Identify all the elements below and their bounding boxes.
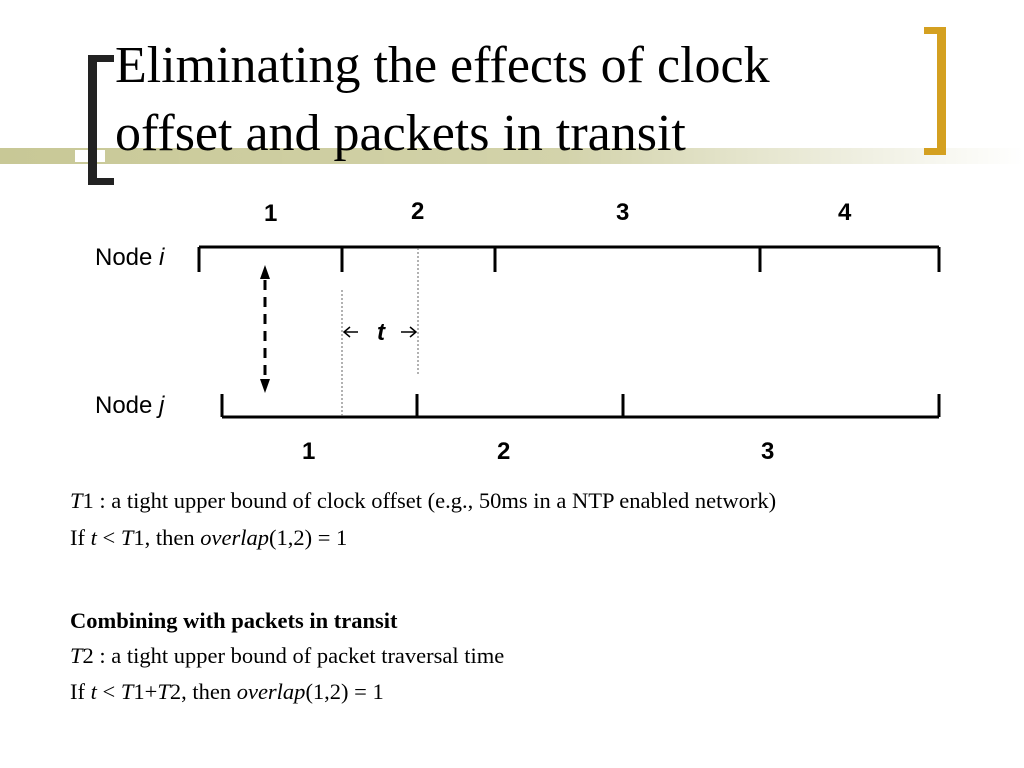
t-label: t [377, 319, 385, 346]
node-i-interval-4: 4 [838, 199, 852, 226]
combining-heading: Combining with packets in transit [70, 608, 398, 633]
overlap-condition-1: If t < T1, then overlap(1,2) = 1 [70, 525, 348, 550]
node-i-interval-2: 2 [411, 198, 425, 225]
left-bracket [88, 55, 114, 185]
node-j-interval-2: 2 [497, 438, 511, 465]
node-i-timeline [199, 247, 939, 272]
node-j-interval-1: 1 [302, 438, 316, 465]
node-j-interval-3: 3 [761, 438, 775, 465]
t1-definition: T1 : a tight upper bound of clock offset (e.g., 50ms in a NTP enabled network) [70, 488, 777, 513]
t2-definition: T2 : a tight upper bound of packet traversal time [70, 643, 505, 668]
slide-title-line-1: Eliminating the effects of clock [115, 37, 770, 94]
node-j-timeline [222, 394, 939, 417]
node-i-interval-3: 3 [616, 199, 630, 226]
slide-title-line-2: offset and packets in transit [115, 105, 686, 162]
overlap-condition-2: If t < T1+T2, then overlap(1,2) = 1 [70, 679, 384, 704]
right-bracket [924, 27, 946, 155]
node-i-label: Node i [95, 244, 165, 271]
clock-offset-arrow [260, 265, 270, 393]
node-i-interval-1: 1 [264, 200, 278, 227]
node-j-label: Node j [95, 392, 165, 419]
